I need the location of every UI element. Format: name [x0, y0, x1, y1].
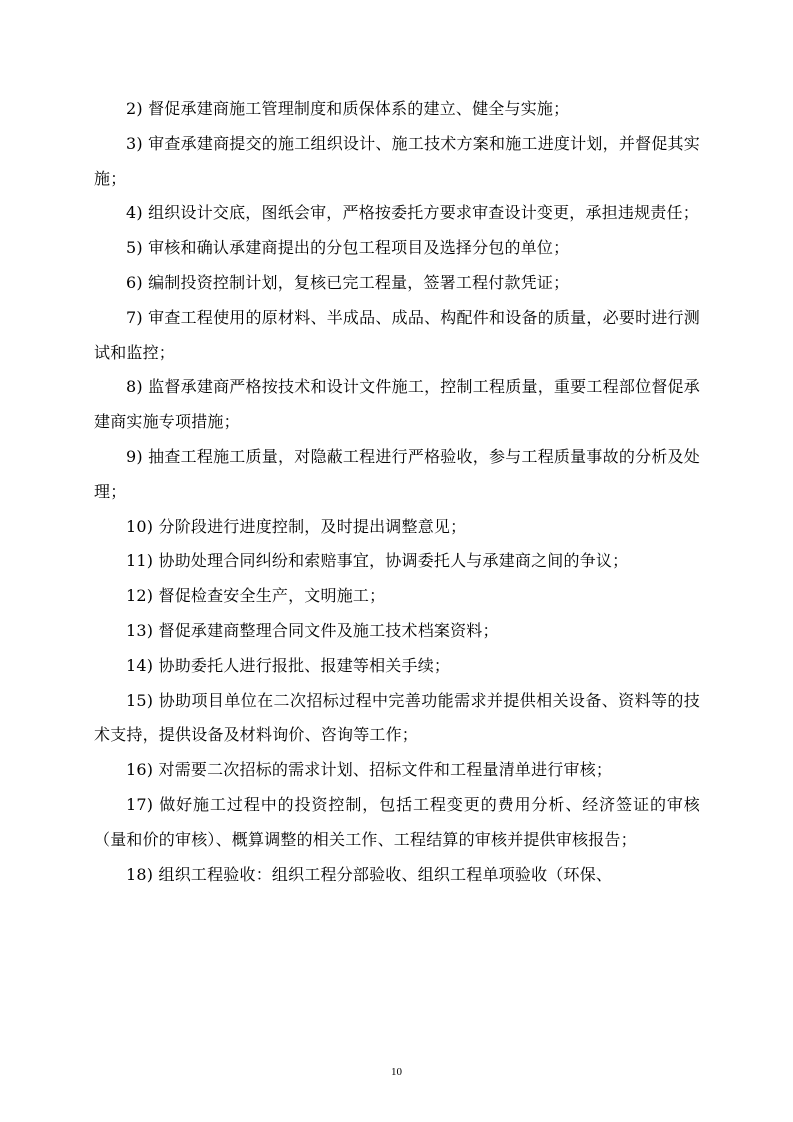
list-item: 14) 协助委托人进行报批、报建等相关手续； [126, 655, 451, 675]
list-item: 17) 做好施工过程中的投资控制，包括工程变更的费用分析、经济签证的审核（量和价的审核）、概算调整的相关工作、工程结算的审核并提供审核报告； [94, 794, 700, 849]
list-item: 2) 督促承建商施工管理制度和质保体系的建立、健全与实施； [126, 99, 570, 118]
list-item: 8) 监督承建商严格按技术和设计文件施工，控制工程质量，重要工程部位督促承建商实施专项措施； [94, 377, 700, 432]
list-item: 7) 审查工程使用的原材料、半成品、成品、构配件和设备的质量，必要时进行测试和监控； [94, 307, 700, 362]
list-item: 15) 协助项目单位在二次招标过程中完善功能需求并提供相关设备、资料等的技术支持，提供设备及材料询价、咨询等工作； [94, 690, 700, 745]
list-item: 11) 协助处理合同纠纷和索赔事宜，协调委托人与承建商之间的争议； [126, 551, 629, 571]
page-number: 10 [391, 1066, 402, 1078]
list-item: 12) 督促检查安全生产，文明施工； [126, 586, 386, 606]
list-item: 18) 组织工程验收：组织工程分部验收、组织工程单项验收（环保、 [126, 864, 613, 884]
list-item: 16) 对需要二次招标的需求计划、招标文件和工程量清单进行审核； [126, 760, 613, 780]
list-item: 10) 分阶段进行进度控制，及时提出调整意见； [126, 516, 467, 536]
list-item: 13) 督促承建商整理合同文件及施工技术档案资料； [126, 620, 499, 640]
list-item: 3) 审查承建商提交的施工组织设计、施工技术方案和施工进度计划，并督促其实施； [94, 133, 700, 188]
list-item: 5) 审核和确认承建商提出的分包工程项目及选择分包的单位； [126, 238, 570, 258]
list-item: 4) 组织设计交底，图纸会审，严格按委托方要求审查设计变更，承担违规责任； [126, 203, 699, 223]
document-body [94, 92, 700, 892]
list-item: 6) 编制投资控制计划，复核已完工程量，签署工程付款凭证； [126, 272, 570, 292]
list-item: 9) 抽查工程施工质量，对隐蔽工程进行严格验收，参与工程质量事故的分析及处理； [94, 446, 700, 501]
